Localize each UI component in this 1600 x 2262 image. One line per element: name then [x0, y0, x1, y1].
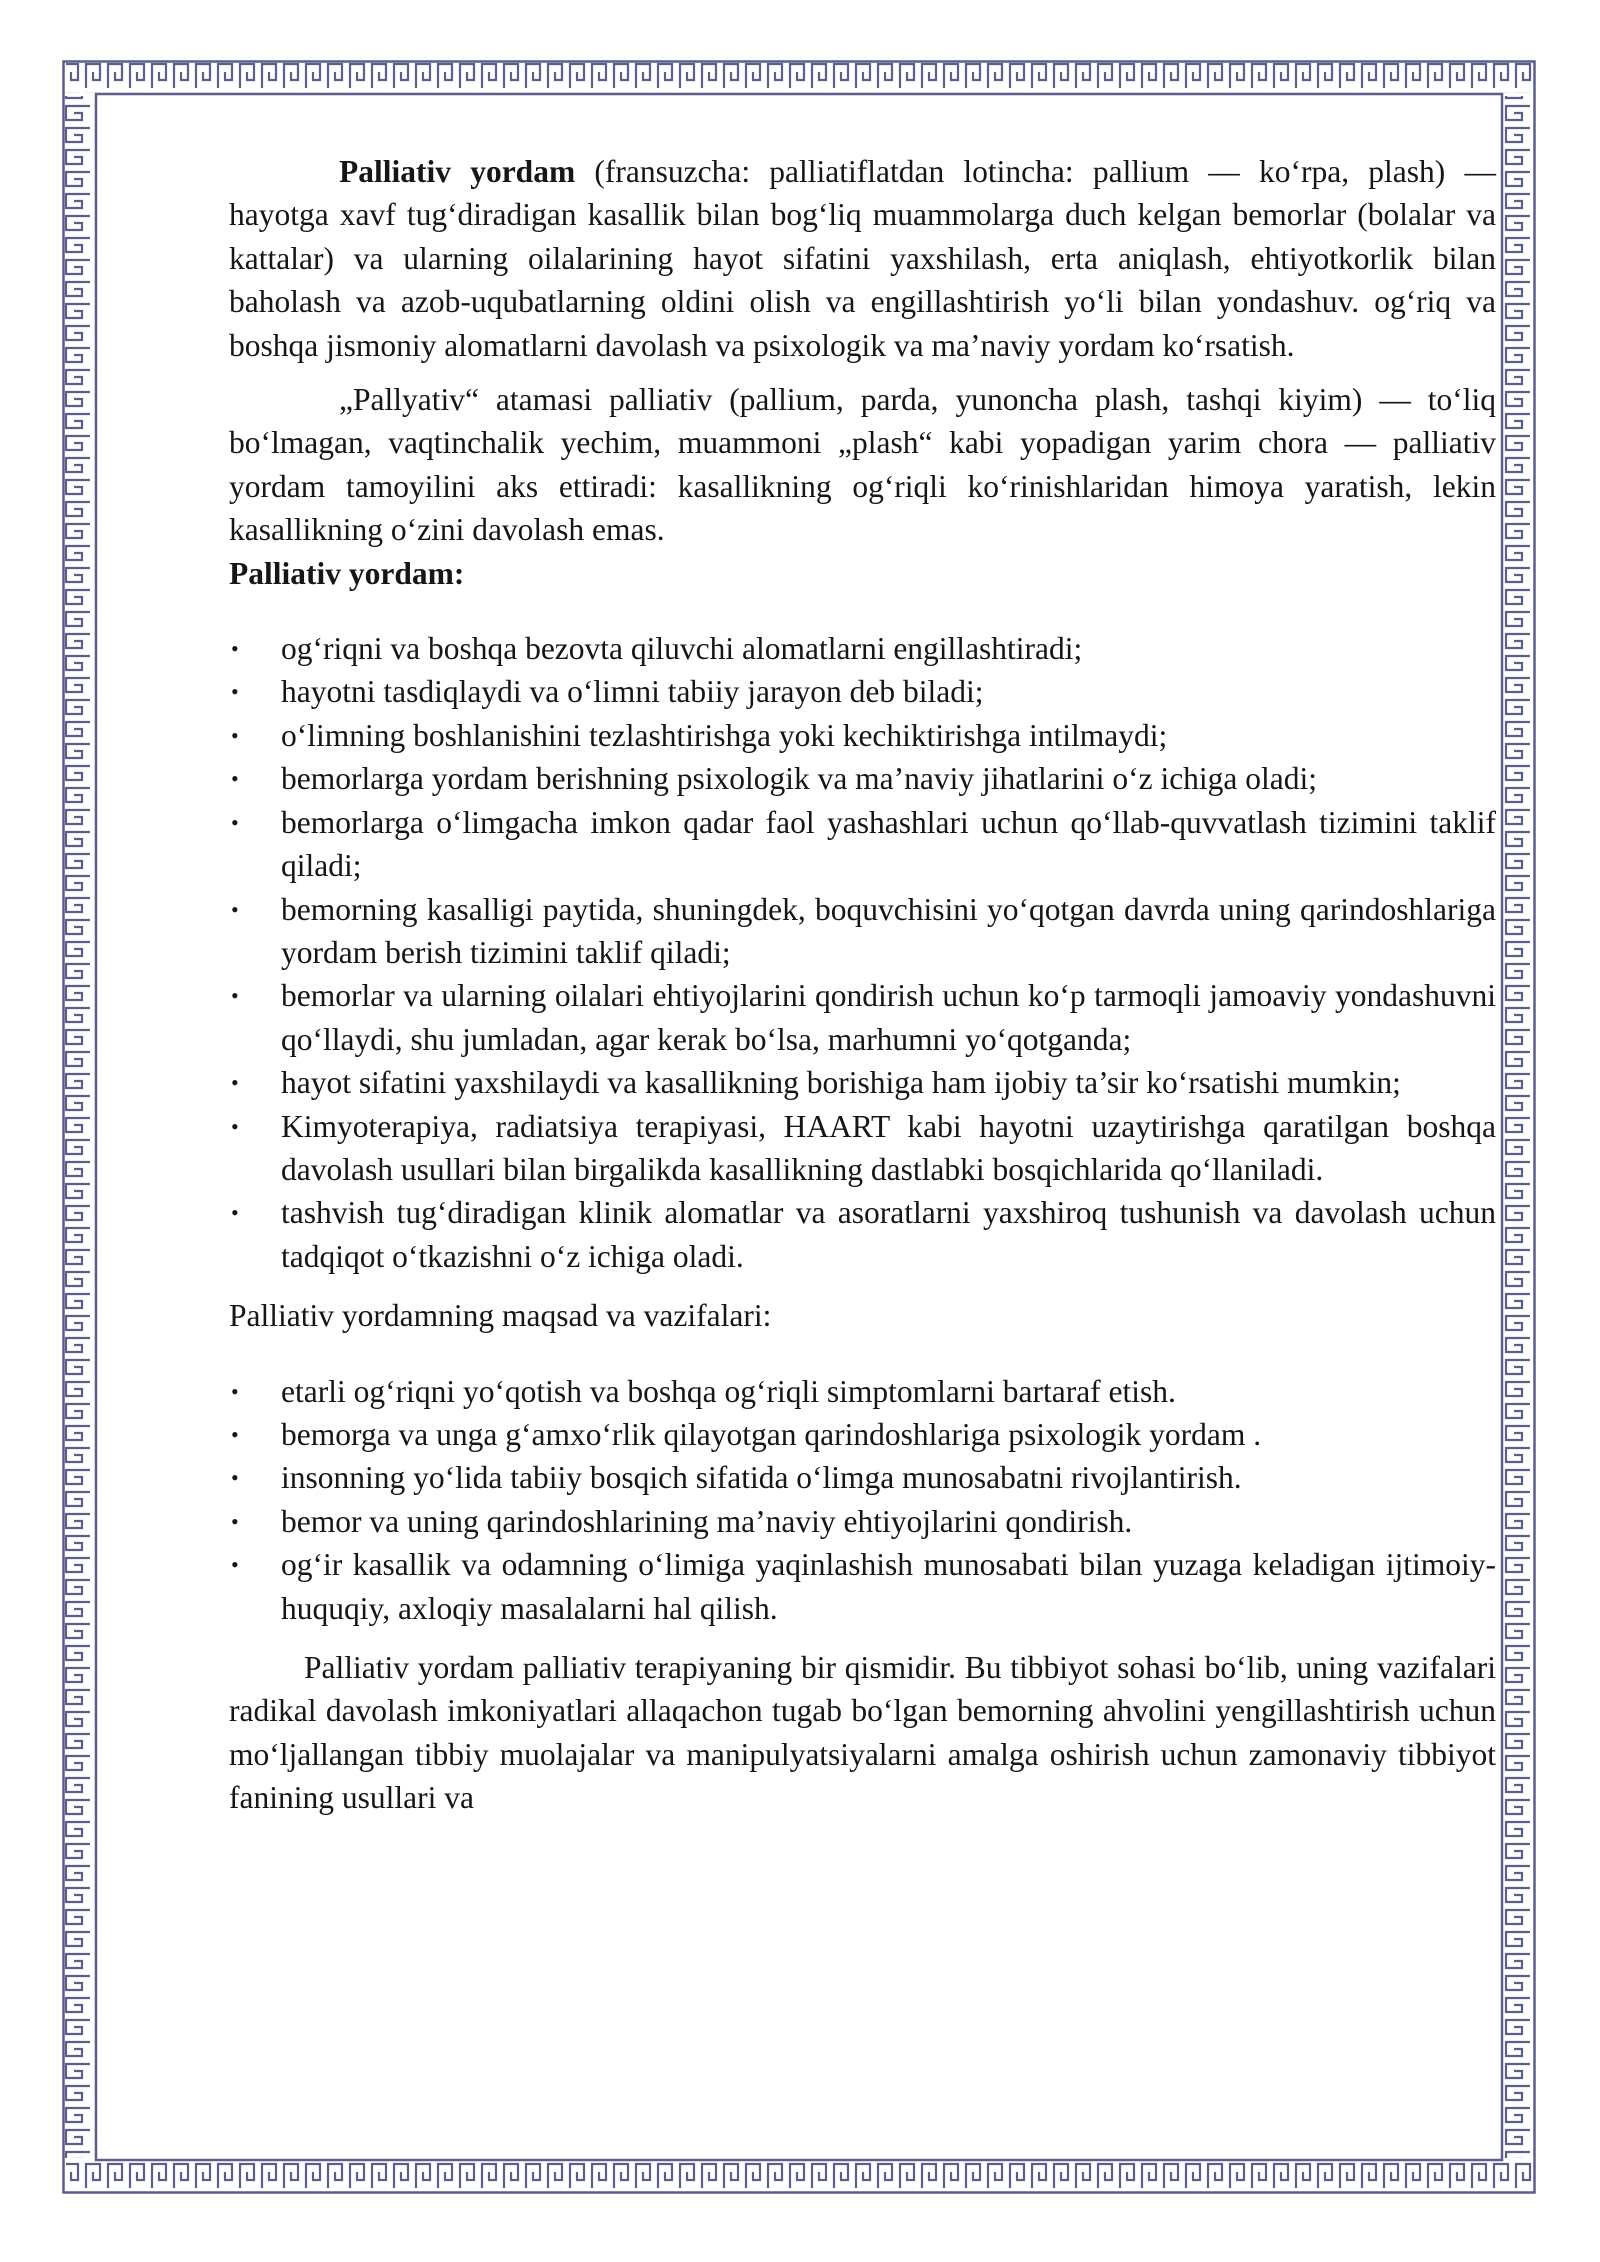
bullet-icon: •: [231, 1465, 239, 1491]
list-item: [229, 1191, 1496, 1278]
bullet-icon: •: [231, 679, 239, 705]
intro-text: (fransuzcha: palliatiflatdan lotincha: pallium — ko‘rpa, plash) — hayotga xavf tug‘diradigan kasallik bilan bog‘liq muammolarga duch kelgan bemorlar (bolalar va kattalar) va ularning oilalarining hayot sifatini yaxshilash, erta aniqlash, ehtiyotkorlik bilan baholash va azob-uqubatlarning oldini olish va engillashtirish yo‘li bilan yondashuv. og‘riq va boshqa jismoniy alomatlarni davolash va psixologik va ma’naviy yordam ko‘rsatish.: [229, 154, 1497, 363]
list-item-text: bemorlarga o‘limgacha imkon qadar faol yashashlari uchun qo‘llab-quvvatlash tizimini taklif qiladi;: [281, 804, 1496, 884]
bullet-icon: •: [231, 1200, 239, 1226]
goals-heading: Palliativ yordamning maqsad va vazifalari:: [229, 1298, 772, 1334]
list-item-text: bemor va uning qarindoshlarining ma’naviy ehtiyojlarini qondirish.: [281, 1503, 1133, 1539]
list-item: [229, 714, 1496, 757]
list-item: [229, 1500, 1496, 1543]
list-item-text: insonning yo‘lida tabiiy bosqich sifatida o‘limga munosabatni rivojlantirish.: [281, 1460, 1242, 1496]
intro-paragraph: [229, 150, 1496, 367]
list-item: [229, 1061, 1496, 1104]
bullet-icon: •: [231, 896, 239, 922]
bullet-icon: •: [231, 1552, 239, 1578]
list-item: [229, 801, 1496, 888]
list-item-text: tashvish tug‘diradigan klinik alomatlar va asoratlarni yaxshiroq tushunish va davolash uchun tadqiqot o‘tkazishni o‘z ichiga oladi.: [281, 1195, 1496, 1274]
list-item: [229, 1543, 1496, 1630]
list-item: [229, 1413, 1496, 1456]
bullet-icon: •: [231, 636, 239, 662]
list-item-text: bemorga va unga g‘amxo‘rlik qilayotgan qarindoshlariga psixologik yordam .: [281, 1416, 1262, 1452]
list-item-text: bemorning kasalligi paytida, shuningdek, boquvchisini yo‘qotgan davrda uning qarindoshlariga yordam berish tizimini taklif qiladi;: [281, 891, 1496, 970]
list-item: [229, 974, 1496, 1061]
list-item: [229, 670, 1496, 713]
list-item: [229, 627, 1496, 670]
bullet-icon: •: [231, 1421, 239, 1447]
list-item-text: bemorlarga yordam berishning psixologik va ma’naviy jihatlarini o‘z ichiga oladi;: [281, 761, 1318, 797]
list-item: [229, 1370, 1496, 1413]
principles-list: [229, 627, 1496, 1278]
intro-term: Palliativ yordam: [339, 154, 576, 189]
list-item: [229, 1105, 1496, 1192]
goals-list: [229, 1370, 1496, 1630]
list-item-text: Kimyoterapiya, radiatsiya terapiyasi, HAART kabi hayotni uzaytirishga qaratilgan boshqa davolash usullari bilan birgalikda kasallikning dastlabki bosqichlarida qo‘llaniladi.: [281, 1108, 1496, 1187]
bullet-icon: •: [231, 766, 239, 792]
list-item: [229, 1456, 1496, 1499]
etymology-paragraph: „Pallyativ“ atamasi palliativ (pallium, parda, yunoncha plash, tashqi kiyim) — to‘liq bo‘lmagan, vaqtinchalik yechim, muammoni „plash“ kabi yopadigan yarim chora — palliativ yordam tamoyilini aks ettiradi: kasallikning og‘riqli ko‘rinishlaridan himoya yaratish, lekin kasallikning o‘zini davolash emas.: [229, 382, 1496, 548]
list-item: [229, 757, 1496, 800]
bullet-icon: •: [231, 1378, 239, 1404]
list-item-text: og‘ir kasallik va odamning o‘limiga yaqinlashish munosabati bilan yuzaga keladigan ijtimoiy-huquqiy, axloqiy masalalarni hal qilish.: [281, 1547, 1496, 1626]
closing-paragraph: Palliativ yordam palliativ terapiyaning bir qismidir. Bu tibbiyot sohasi bo‘lib, uning vazifalari radikal davolash imkoniyatlari allaqachon tugab bo‘lgan bemorning ahvolini yengillashtirish uchun mo‘ljallangan tibbiy muolajalar va manipulyatsiyalarni amalga oshirish uchun zamonaviy tibbiyot fanining usullari va: [229, 1650, 1496, 1816]
list-item-text: hayot sifatini yaxshilaydi va kasallikning borishiga ham ijobiy ta’sir ko‘rsatishi mumkin;: [281, 1065, 1401, 1101]
bullet-icon: •: [231, 1070, 239, 1096]
list-item-text: og‘riqni va boshqa bezovta qiluvchi alomatlarni engillashtiradi;: [281, 631, 1083, 667]
list-item-text: hayotni tasdiqlaydi va o‘limni tabiiy jarayon deb biladi;: [281, 674, 984, 710]
bullet-icon: •: [231, 1113, 239, 1139]
list-item: [229, 888, 1496, 975]
bullet-icon: •: [231, 722, 239, 748]
principles-heading: Palliativ yordam:: [229, 555, 465, 591]
document-body: [229, 150, 1496, 1820]
list-item-text: etarli og‘riqni yo‘qotish va boshqa og‘riqli simptomlarni bartaraf etish.: [281, 1373, 1176, 1409]
list-item-text: bemorlar va ularning oilalari ehtiyojlarini qondirish uchun ko‘p tarmoqli jamoaviy yondashuvni qo‘llaydi, shu jumladan, agar kerak bo‘lsa, marhumni yo‘qotganda;: [281, 978, 1496, 1057]
list-item-text: o‘limning boshlanishini tezlashtirishga yoki kechiktirishga intilmaydi;: [281, 717, 1168, 753]
bullet-icon: •: [231, 809, 239, 835]
bullet-icon: •: [231, 983, 239, 1009]
bullet-icon: •: [231, 1508, 239, 1534]
